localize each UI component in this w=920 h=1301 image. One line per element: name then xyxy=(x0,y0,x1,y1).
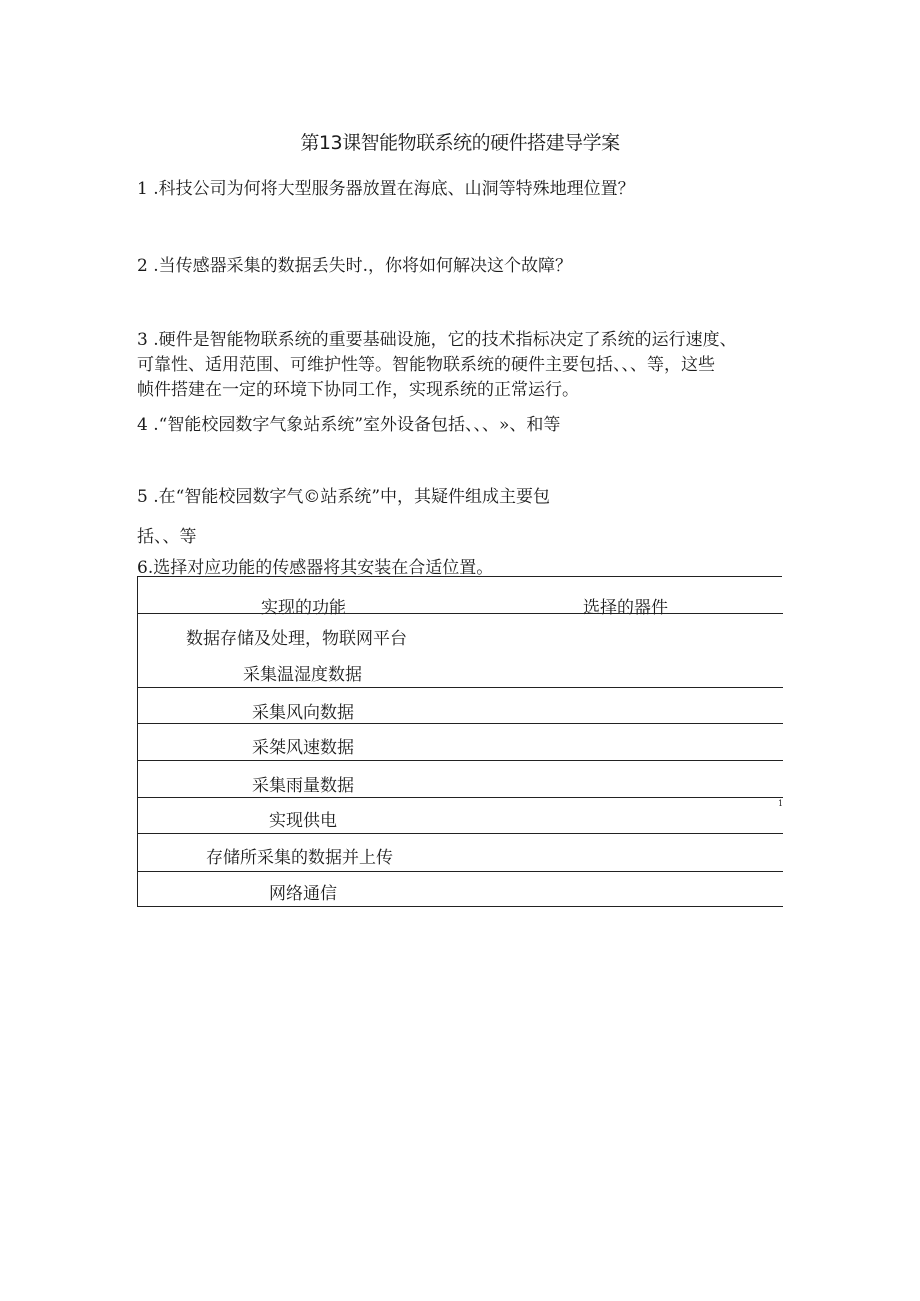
question-6: 6.选择对应功能的传感器将其安装在合适位置。 xyxy=(137,558,494,578)
stray-mark: 1 xyxy=(778,799,784,808)
table-divider xyxy=(138,687,783,688)
table-row: 采集温湿度数据 xyxy=(243,665,362,685)
table-divider xyxy=(138,613,783,614)
question-3-line-1: 3 .硬件是智能物联系统的重要基础设施，它的技术指标决定了系统的运行速度、 xyxy=(137,330,737,350)
table-row: 网络通信 xyxy=(269,884,337,904)
table-divider xyxy=(138,871,783,872)
page-title: 第13课智能物联系统的硬件搭建导学案 xyxy=(300,132,620,154)
table-divider xyxy=(138,833,783,834)
question-5-line-2: 括、、等 xyxy=(137,527,197,547)
question-2: 2 .当传感器采集的数据丢失时.，你将如何解决这个故障？ xyxy=(137,256,573,276)
table-row: 数据存储及处理，物联网平台 xyxy=(186,629,407,649)
table-row: 采桀风速数据 xyxy=(252,738,354,758)
question-5-line-1: 5 .在“智能校园数字气©站系统”中，其疑件组成主要包 xyxy=(137,487,551,507)
table-header-function: 实现的功能 xyxy=(261,598,346,618)
question-1: 1 .科技公司为何将大型服务器放置在海底、山洞等特殊地理位置？ xyxy=(137,179,635,199)
sensor-selection-table xyxy=(137,576,782,907)
table-row: 采集风向数据 xyxy=(252,703,354,723)
question-3-line-3: 帧件搭建在一定的环境下协同工作，实现系统的正常运行。 xyxy=(137,380,579,400)
table-row: 采集雨量数据 xyxy=(252,776,354,796)
question-4: 4 .“智能校园数字气象站系统”室外设备包括、、、»、和等 xyxy=(137,415,561,435)
table-divider xyxy=(138,760,783,761)
table-row: 实现供电 xyxy=(269,811,337,831)
table-row: 存储所采集的数据并上传 xyxy=(206,848,393,868)
question-3-line-2: 可靠性、适用范围、可维护性等。智能物联系统的硬件主要包括、、、等，这些 xyxy=(137,355,715,375)
table-divider xyxy=(138,723,783,724)
table-divider xyxy=(138,797,783,798)
table-bottom-border xyxy=(138,906,783,907)
table-header-device: 选择的器件 xyxy=(583,598,668,618)
